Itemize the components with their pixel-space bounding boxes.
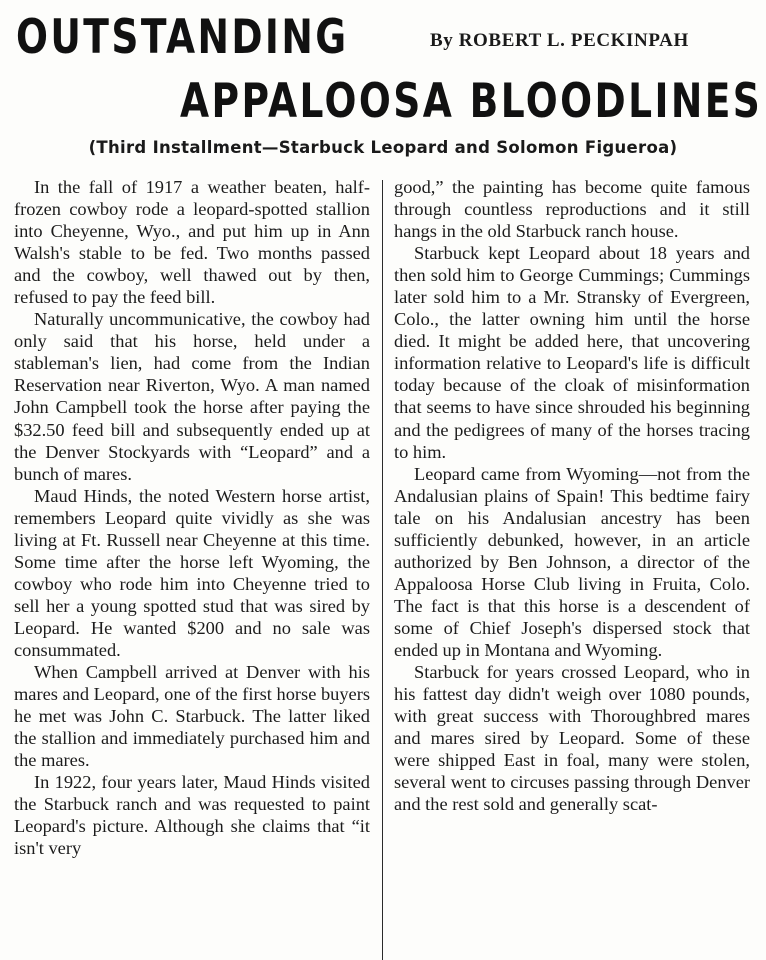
paragraph-continued: good,” the painting has become quite famous through countless reproductions and it still hangs in the old Starbuck ranch house. bbox=[394, 177, 750, 242]
title-line-1: OUTSTANDING bbox=[16, 10, 349, 65]
column-divider bbox=[382, 180, 383, 960]
article-column-right bbox=[394, 176, 750, 815]
title-line-2: APPALOOSA BLOODLINES bbox=[180, 74, 763, 129]
author-byline: By ROBERT L. PECKINPAH bbox=[430, 30, 689, 51]
paragraph: Starbuck for years crossed Leopard, who in his fattest day didn't weigh over 1080 pounds, with great success with Thoroughbred mares and mares sired by Leopard. Some of these were shipped East in foal, many were stolen, several went to circuses passing through Denver and the rest sold and generally scat- bbox=[394, 662, 750, 815]
paragraph: Starbuck kept Leopard about 18 years and then sold him to George Cummings; Cummings later sold him to a Mr. Stransky of Evergreen, Colo., the latter owning him until the horse died. It might be added here, that uncovering information relative to Leopard's life is difficult today because of the cloak of misinformation that seems to have since shrouded his beginning and the pedigrees of many of the horses tracing to him. bbox=[394, 243, 750, 462]
paragraph: In 1922, four years later, Maud Hinds visited the Starbuck ranch and was requested to paint Leopard's picture. Although she claims that “it isn't very bbox=[14, 772, 370, 859]
installment-subtitle: (Third Installment—Starbuck Leopard and Solomon Figueroa) bbox=[88, 138, 678, 157]
article-column-left bbox=[14, 176, 370, 859]
paragraph: When Campbell arrived at Denver with his mares and Leopard, one of the first horse buyers he met was John C. Starbuck. The latter liked the stallion and immediately purchased him and the mares. bbox=[14, 662, 370, 771]
paragraph: In the fall of 1917 a weather beaten, half-frozen cowboy rode a leopard-spotted stallion into Cheyenne, Wyo., and put him up in Ann Walsh's stable to be fed. Two months passed and the cowboy, well thawed out by then, refused to pay the feed bill. bbox=[14, 177, 370, 308]
paragraph: Leopard came from Wyoming—not from the Andalusian plains of Spain! This bedtime fairy tale on his Andalusian ancestry has been sufficiently debunked, however, in an article authorized by Ben Johnson, a director of the Appaloosa Horse Club living in Fruita, Colo. The fact is that this horse is a descendent of some of Chief Joseph's dispersed stock that ended up in Montana and Wyoming. bbox=[394, 463, 750, 660]
paragraph: Maud Hinds, the noted Western horse artist, remembers Leopard quite vividly as she was living at Ft. Russell near Cheyenne at this time. Some time after the horse left Wyoming, the cowboy who rode him into Cheyenne tried to sell her a young spotted stud that was sired by Leopard. He wanted $200 and no sale was consummated. bbox=[14, 485, 370, 660]
paragraph: Naturally uncommunicative, the cowboy had only said that his horse, held under a stableman's lien, had come from the Indian Reservation near Riverton, Wyo. A man named John Campbell took the horse after paying the $32.50 feed bill and subsequently ended up at the Denver Stockyards with “Leopard” and a bunch of mares. bbox=[14, 309, 370, 484]
